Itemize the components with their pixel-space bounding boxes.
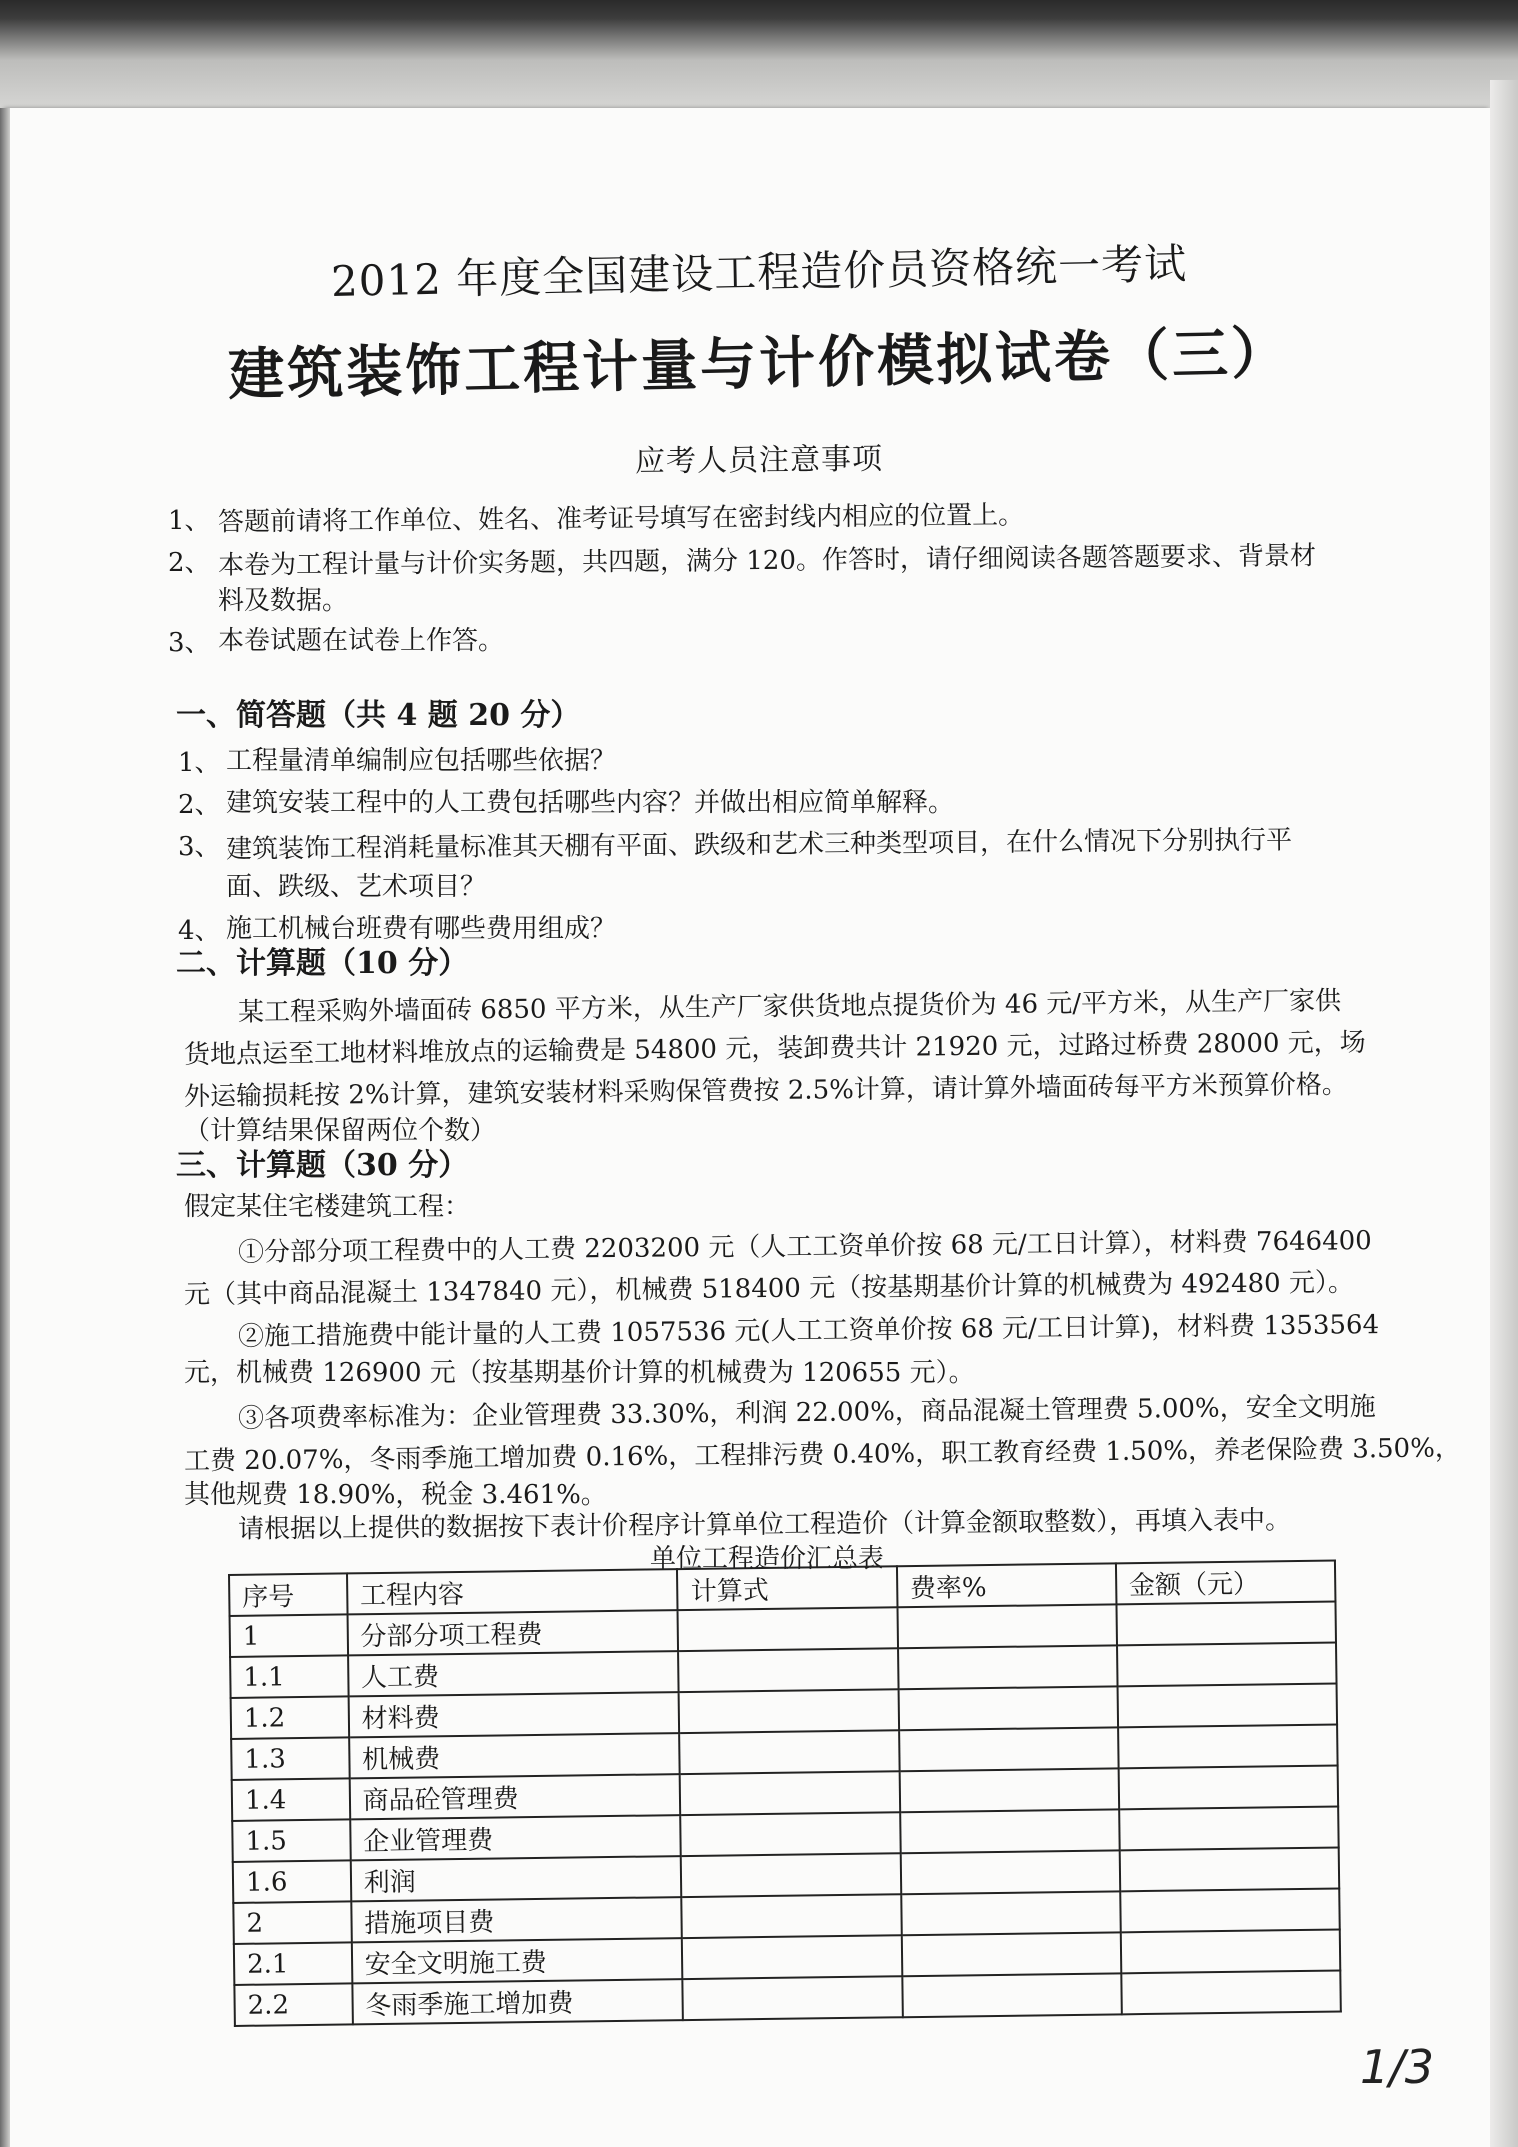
notice-title: 应考人员注意事项 <box>634 441 884 480</box>
paper-title: 建筑装饰工程计量与计价模拟试卷（三） <box>227 320 1291 409</box>
row-index: 2.2 <box>234 1983 352 2026</box>
page-number: 1/3 <box>1360 2040 1435 2094</box>
notice-item-number: 1、 <box>168 506 211 536</box>
amount-cell <box>1117 1683 1337 1727</box>
section3-line: 工费 20.07%，冬雨季施工增加费 0.16%，工程排污费 0.40%，职工教育经费 1.50%，养老保险费 3.50%， <box>183 1433 1462 1477</box>
row-item: 利润 <box>350 1856 681 1901</box>
section2-line: （计算结果保留两位个数） <box>184 1116 497 1146</box>
amount-cell <box>1117 1643 1337 1687</box>
section3-line: 元（其中商品混凝土 1347840 元），机械费 518400 元（按基期基价计算的机械费为 492480 元）。 <box>183 1267 1355 1311</box>
formula-cell <box>682 1935 902 1979</box>
row-item: 企业管理费 <box>350 1815 681 1860</box>
formula-cell <box>682 1894 902 1938</box>
row-item: 安全文明施工费 <box>352 1938 683 1983</box>
notice-item-continuation: 料及数据。 <box>218 586 349 616</box>
amount-cell <box>1121 1929 1341 1973</box>
row-item: 商品砼管理费 <box>349 1774 680 1819</box>
rate-cell <box>899 1727 1119 1771</box>
rate-cell <box>898 1645 1118 1689</box>
question-number: 4、 <box>178 916 221 946</box>
notice-item-text: 答题前请将工作单位、姓名、准考证号填写在密封线内相应的位置上。 <box>217 500 1025 538</box>
row-index: 1.2 <box>231 1696 349 1739</box>
notice-item-number: 2、 <box>168 548 211 578</box>
row-item: 机械费 <box>349 1733 680 1778</box>
rate-cell <box>902 1973 1122 2017</box>
question-number: 3、 <box>178 832 221 862</box>
rate-cell <box>900 1850 1120 1894</box>
row-index: 1.1 <box>230 1655 348 1698</box>
amount-cell <box>1116 1602 1336 1646</box>
section2-heading: 二、计算题（10 分） <box>176 946 469 981</box>
rate-cell <box>899 1768 1119 1812</box>
section3-line: 请根据以上提供的数据按下表计价程序计算单位工程造价（计算金额取整数），再填入表中。 <box>237 1505 1292 1545</box>
notice-item-number: 3、 <box>168 628 211 658</box>
question-text: 施工机械台班费有哪些费用组成？ <box>226 914 617 944</box>
section3-line: 元，机械费 126900 元（按基期基价计算的机械费为 120655 元）。 <box>184 1358 975 1388</box>
row-index: 1 <box>230 1614 348 1657</box>
amount-cell <box>1120 1888 1340 1932</box>
header-cell: 工程内容 <box>347 1569 678 1614</box>
question-text: 建筑装饰工程消耗量标准其天棚有平面、跌级和艺术三种类型项目，在什么情况下分别执行平 <box>225 825 1293 865</box>
formula-cell <box>681 1812 901 1856</box>
row-index: 1.6 <box>233 1860 351 1903</box>
section3-heading: 三、计算题（30 分） <box>176 1148 469 1183</box>
rate-cell <box>901 1932 1121 1976</box>
formula-cell <box>680 1771 900 1815</box>
section3-line: 假定某住宅楼建筑工程： <box>184 1192 471 1222</box>
question-continuation: 面、跌级、艺术项目？ <box>226 872 487 902</box>
row-item: 措施项目费 <box>351 1897 682 1942</box>
rate-cell <box>898 1686 1118 1730</box>
header-cell: 费率% <box>897 1563 1117 1607</box>
row-index: 2.1 <box>234 1942 352 1985</box>
row-item: 冬雨季施工增加费 <box>352 1979 683 2024</box>
formula-cell <box>683 1976 903 2020</box>
row-index: 1.5 <box>232 1819 350 1862</box>
section2-line: 外运输损耗按 2%计算，建筑安装材料采购保管费按 2.5%计算，请计算外墙面砖每平方米预算价格。 <box>183 1069 1348 1113</box>
row-index: 1.3 <box>231 1737 349 1780</box>
notice-item-text: 本卷试题在试卷上作答。 <box>218 626 505 656</box>
question-text: 工程量清单编制应包括哪些依据？ <box>226 746 617 776</box>
section3-line: ①分部分项工程费中的人工费 2203200 元（人工工资单价按 68 元/工日计算），材料费 7646400 <box>237 1226 1372 1268</box>
header-cell: 序号 <box>229 1573 347 1616</box>
formula-cell <box>681 1853 901 1897</box>
row-item: 材料费 <box>348 1692 679 1737</box>
amount-cell <box>1121 1970 1341 2014</box>
formula-cell <box>679 1648 899 1692</box>
amount-cell <box>1118 1765 1338 1809</box>
section3-line: 其他规费 18.90%，税金 3.461%。 <box>184 1480 607 1510</box>
amount-cell <box>1119 1847 1339 1891</box>
row-item: 人工费 <box>348 1651 679 1696</box>
table-caption: 单位工程造价汇总表 <box>650 1544 885 1574</box>
row-item: 分部分项工程费 <box>347 1610 678 1655</box>
section3-line: ②施工措施费中能计量的人工费 1057536 元(人工工资单价按 68 元/工日计算)，材料费 1353564 <box>237 1310 1380 1352</box>
cost-summary-table <box>228 1559 1342 2026</box>
scan-top-shadow <box>0 0 1518 110</box>
rate-cell <box>897 1604 1117 1648</box>
formula-cell <box>678 1607 898 1651</box>
formula-cell <box>680 1730 900 1774</box>
scan-right-edge <box>1490 80 1518 2147</box>
amount-cell <box>1119 1806 1339 1850</box>
header-cell: 金额（元） <box>1116 1561 1336 1605</box>
question-number: 2、 <box>178 790 221 820</box>
formula-cell <box>679 1689 899 1733</box>
row-index: 1.4 <box>232 1778 350 1821</box>
rate-cell <box>901 1891 1121 1935</box>
rate-cell <box>900 1809 1120 1853</box>
section3-line: ③各项费率标准为：企业管理费 33.30%，利润 22.00%，商品混凝土管理费 5.00%，安全文明施 <box>237 1392 1376 1434</box>
section2-line: 某工程采购外墙面砖 6850 平方米，从生产厂家供货地点提货价为 46 元/平方米，从生产厂家供 <box>237 986 1342 1028</box>
row-index: 2 <box>233 1901 351 1944</box>
header-cell: 计算式 <box>677 1566 897 1610</box>
exam-title: 2012 年度全国建设工程造价员资格统一考试 <box>330 239 1188 306</box>
section1-heading: 一、简答题（共 4 题 20 分） <box>176 698 581 733</box>
notice-item-text: 本卷为工程计量与计价实务题，共四题，满分 120。作答时，请仔细阅读各题答题要求、背景材 <box>217 541 1317 581</box>
question-number: 1、 <box>178 748 221 778</box>
section2-line: 货地点运至工地材料堆放点的运输费是 54800 元，装卸费共计 21920 元，过路过桥费 28000 元，场 <box>183 1027 1366 1071</box>
amount-cell <box>1118 1724 1338 1768</box>
question-text: 建筑安装工程中的人工费包括哪些内容？并做出相应简单解释。 <box>226 788 955 818</box>
